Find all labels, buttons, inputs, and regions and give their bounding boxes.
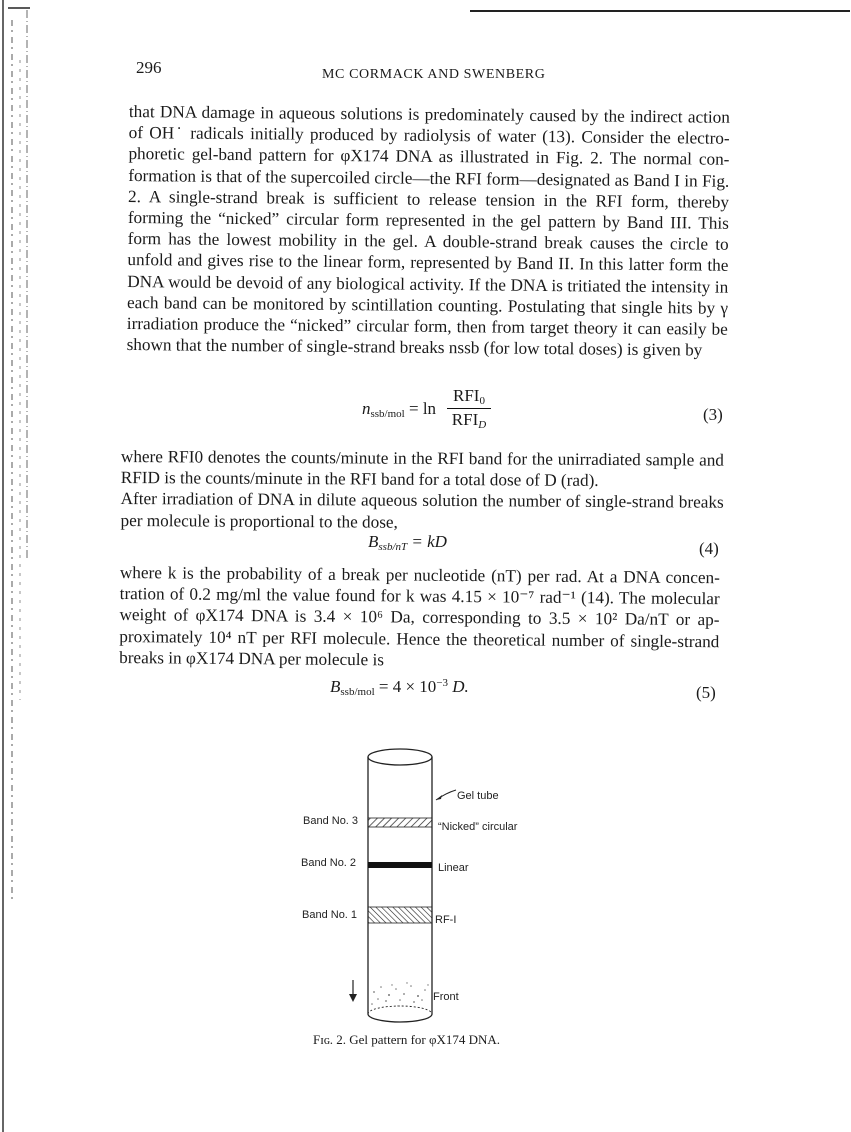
caption-text: Gel pattern for φX174 DNA. bbox=[349, 1032, 501, 1047]
band-1 bbox=[368, 907, 432, 923]
eq5-lhs-sub: ssb/mol bbox=[340, 686, 375, 698]
scan-binding-edge bbox=[0, 0, 36, 1132]
label-nicked-circular: “Nicked” circular bbox=[438, 821, 518, 833]
eq3-lhs-sub: ssb/mol bbox=[370, 408, 405, 420]
paragraph-1: that DNA damage in aqueous solutions is predominately caused by the indirect action of OH˙ radicals initially produced by radiolysis of water (13). Consider the electro-phoretic gel-band pattern for φX174 DNA as illustrated in Fig. 2. The normal con-formation is that of the supercoiled circle—the RFI form—designated as Band I in Fig. 2. A single-strand break is sufficient to release tension in the RFI form, thereby forming the “nicked” circular form represented in the gel pattern by Band III. This form has the lowest mobility in the gel. A double-strand break causes the circle to unfold and gives rise to the linear form, represented by Band II. In this latter form the DNA would be devoid of any biological activity. If the DNA is tritiated the intensity in each band can be monitored by scintillation counting. Postulating that single hits by γ irradiation produce the “nicked” circular form, then from target theory it can easily be shown that the number of single-strand breaks nssb (for low total doses) is given by bbox=[126, 101, 730, 360]
eq3-den-text: RFI bbox=[451, 410, 479, 429]
caption-prefix: Fɪɢ. 2. bbox=[313, 1032, 346, 1047]
label-linear: Linear bbox=[438, 862, 469, 874]
eq3-denominator bbox=[447, 410, 491, 431]
equation-5 bbox=[330, 677, 469, 698]
equation-5-number: (5) bbox=[696, 683, 716, 702]
gel-tube bbox=[368, 749, 432, 1022]
paragraph-3: where k is the probability of a break per nucleotide (nT) per rad. At a DNA concen-tration of 0.2 mg/ml the value found for k was 4.15 × 10⁻⁷ rad⁻¹ (14). The molecular weight of φX174 DNA is 3.4 × 10⁶ Da, corresponding to 3.5 × 10² Da/nT or ap-proximately 10⁴ nT per RFI molecule. Hence the theoretical number of single-strand breaks in φX174 DNA per molecule is bbox=[119, 562, 720, 670]
paragraph-2: where RFI0 denotes the counts/minute in the RFI band for the unirradiated sample and RFID is the counts/minute in the RFI band for a total dose of D (rad). After irradiation of DNA in dilute aqueous solution the number of single-strand breaks per molecule is proportional to the dose, bbox=[120, 446, 724, 532]
gel-tube-pointer-arrow bbox=[436, 790, 456, 800]
eq5-rhs-variable: D. bbox=[448, 677, 469, 696]
eq3-lhs: n bbox=[362, 399, 371, 418]
eq3-fraction-bar bbox=[447, 408, 491, 409]
equation-4 bbox=[368, 532, 447, 553]
label-band-2: Band No. 2 bbox=[301, 857, 357, 869]
eq3-num-text: RFI bbox=[453, 386, 480, 405]
label-band-1: Band No. 1 bbox=[302, 909, 358, 921]
label-front: Front bbox=[433, 991, 459, 1003]
top-rule bbox=[470, 10, 850, 12]
eq4-lhs: B bbox=[368, 532, 379, 551]
front-stipple bbox=[371, 982, 428, 1006]
eq3-operator: = ln bbox=[404, 399, 441, 418]
page-number: 296 bbox=[136, 58, 162, 77]
eq5-lhs: B bbox=[330, 677, 341, 696]
band-2 bbox=[368, 862, 432, 868]
label-band-3: Band No. 3 bbox=[303, 815, 359, 827]
page-header bbox=[0, 58, 851, 88]
eq5-exponent: −3 bbox=[436, 677, 449, 689]
eq3-numerator bbox=[447, 386, 491, 407]
eq4-rhs: = kD bbox=[407, 532, 447, 551]
equation-3-number: (3) bbox=[703, 405, 723, 424]
eq3-fraction bbox=[447, 386, 491, 431]
eq3-den-sub: D bbox=[478, 419, 487, 431]
equation-4-number: (4) bbox=[699, 539, 719, 558]
eq3-num-sub: 0 bbox=[479, 395, 485, 407]
label-gel-tube: Gel tube bbox=[457, 790, 499, 802]
eq5-rhs: = 4 × 10 bbox=[374, 677, 437, 696]
running-head: MC CORMACK AND SWENBERG bbox=[322, 67, 546, 82]
band-3 bbox=[368, 818, 432, 827]
label-rf-i: RF-I bbox=[435, 914, 457, 926]
equation-3 bbox=[362, 399, 440, 420]
figure-caption bbox=[313, 1032, 500, 1048]
migration-direction-arrow bbox=[349, 980, 357, 1002]
eq4-lhs-sub: ssb/nT bbox=[378, 541, 408, 553]
